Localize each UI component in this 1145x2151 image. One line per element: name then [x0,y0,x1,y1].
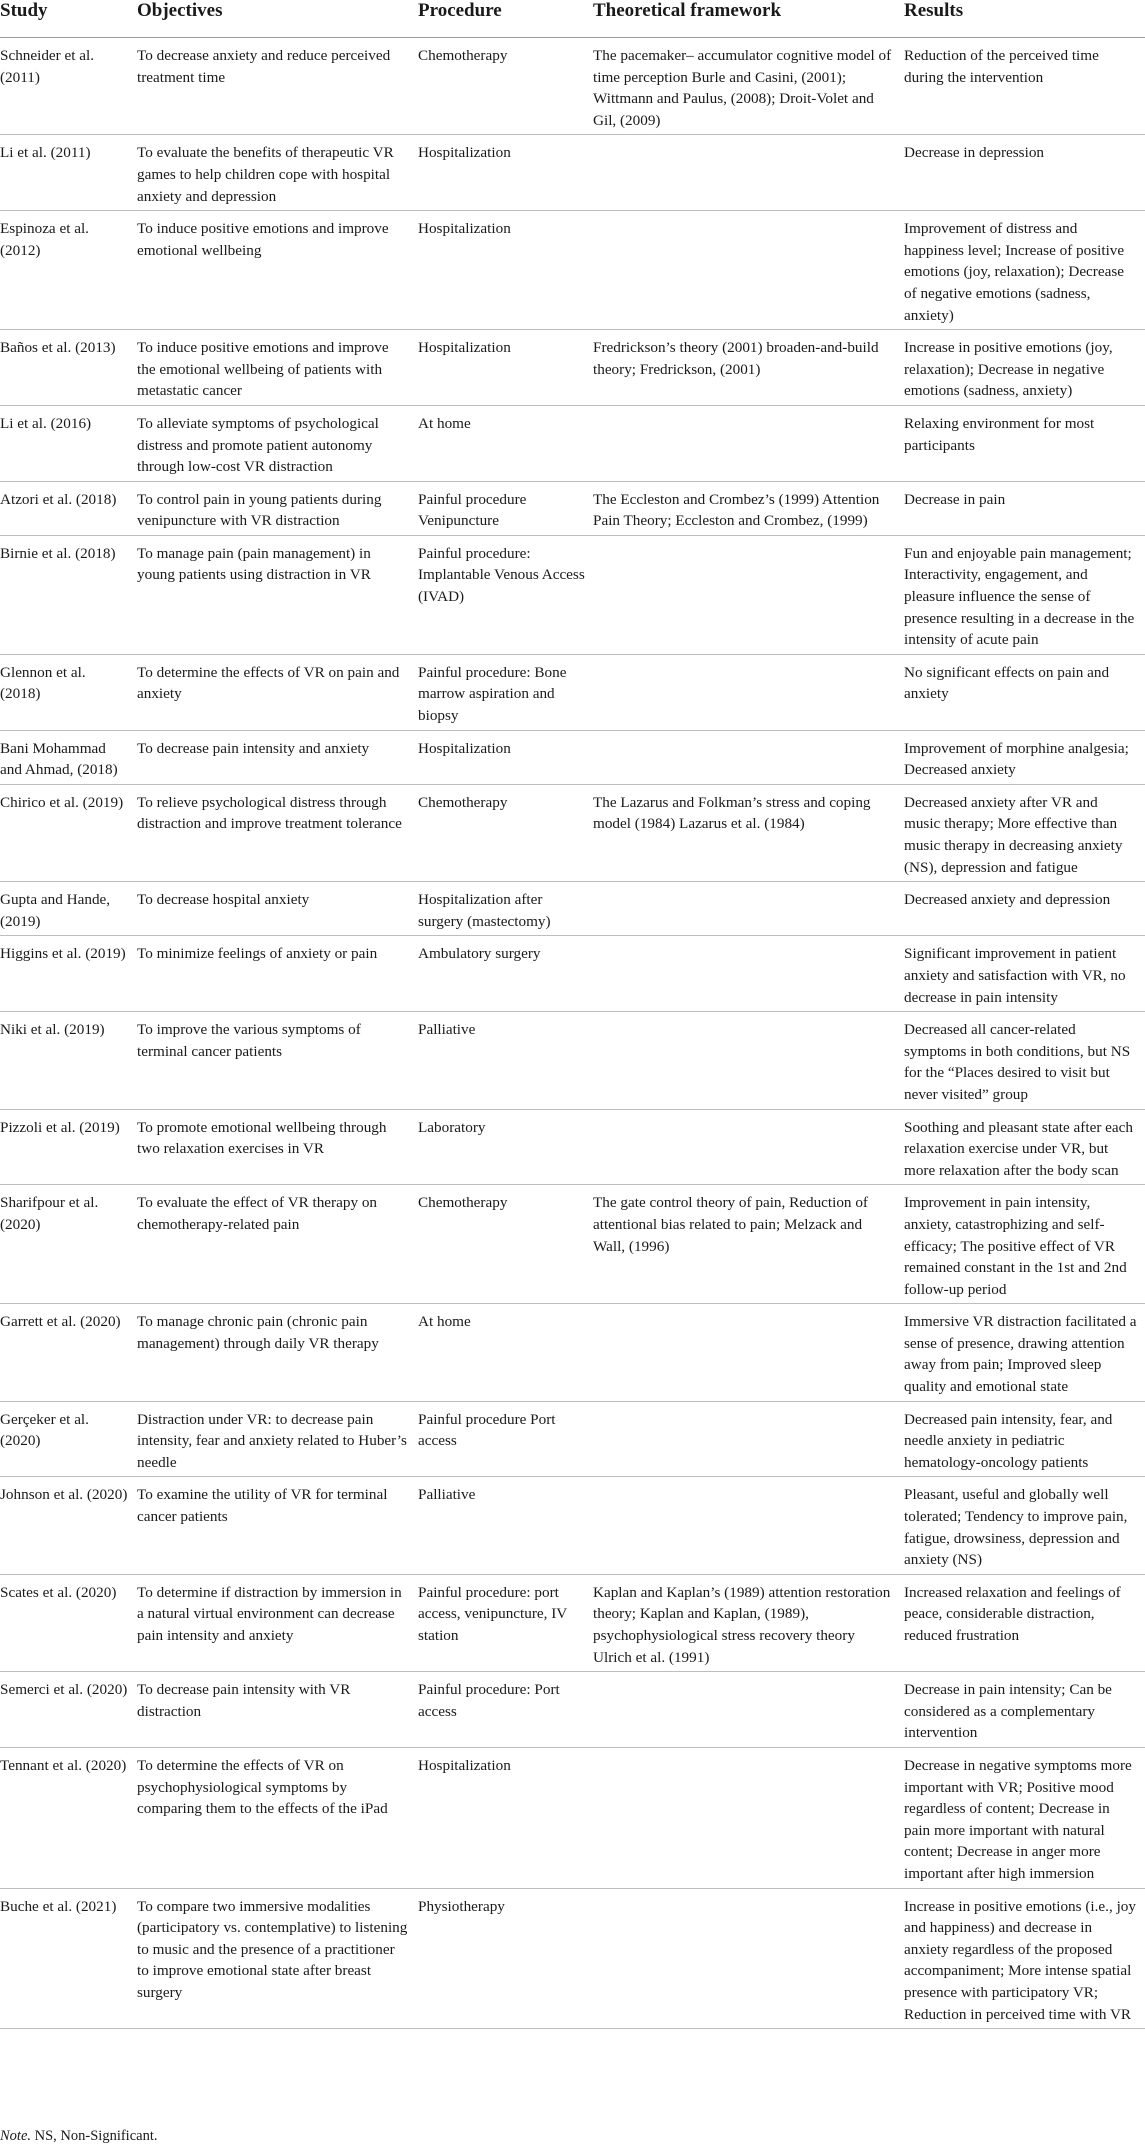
table-row [0,1747,1145,1888]
cell-procedure: Chemotherapy [418,784,593,881]
cell-results: Decreased anxiety and depression [904,882,1145,936]
table-row [0,1574,1145,1671]
table-row [0,405,1145,481]
cell-study: Semerci et al. (2020) [0,1672,137,1748]
cell-procedure: Painful procedure: Implantable Venous Access (IVAD) [418,535,593,654]
cell-objectives: To decrease anxiety and reduce perceived treatment time [137,38,418,135]
header-theoretical-framework: Theoretical framework [593,0,904,38]
cell-theoretical-framework [593,654,904,730]
cell-theoretical-framework [593,1747,904,1888]
cell-objectives: To compare two immersive modalities (participatory vs. contemplative) to listening to music and the presence of a practitioner to improve emotional state after breast surgery [137,1888,418,2029]
cell-results: Increased relaxation and feelings of peace, considerable distraction, reduced frustration [904,1574,1145,1671]
cell-theoretical-framework [593,1888,904,2029]
cell-results: Increase in positive emotions (i.e., joy and happiness) and decrease in anxiety regardless of the proposed accompaniment; More intense spatial presence with participatory VR; Reduction in perceived time with VR [904,1888,1145,2029]
cell-study: Li et al. (2016) [0,405,137,481]
table-row [0,654,1145,730]
table-row [0,1888,1145,2029]
table-row [0,1185,1145,1304]
cell-procedure: Chemotherapy [418,38,593,135]
cell-results: Decrease in pain intensity; Can be considered as a complementary intervention [904,1672,1145,1748]
cell-procedure: Hospitalization [418,1747,593,1888]
cell-objectives: To decrease pain intensity and anxiety [137,730,418,784]
header-study: Study [0,0,137,38]
cell-objectives: To manage pain (pain management) in young patients using distraction in VR [137,535,418,654]
table-row [0,535,1145,654]
cell-procedure: Physiotherapy [418,1888,593,2029]
cell-study: Tennant et al. (2020) [0,1747,137,1888]
cell-results: Increase in positive emotions (joy, relaxation); Decrease in negative emotions (sadness, anxiety) [904,330,1145,406]
cell-theoretical-framework [593,1401,904,1477]
table-row [0,936,1145,1012]
header-results: Results [904,0,1145,38]
table-row [0,784,1145,881]
table-row [0,38,1145,135]
cell-results: Immersive VR distraction facilitated a sense of presence, drawing attention away from pain; Improved sleep quality and emotional state [904,1304,1145,1401]
cell-results: Decreased anxiety after VR and music therapy; More effective than music therapy in decreasing anxiety (NS), depression and fatigue [904,784,1145,881]
table-row [0,1477,1145,1574]
cell-objectives: To manage chronic pain (chronic pain management) through daily VR therapy [137,1304,418,1401]
cell-study: Bani Mohammad and Ahmad, (2018) [0,730,137,784]
header-procedure: Procedure [418,0,593,38]
cell-results: Decrease in depression [904,135,1145,211]
cell-procedure: Palliative [418,1477,593,1574]
cell-procedure: Hospitalization after surgery (mastectomy) [418,882,593,936]
table-header-row [0,0,1145,38]
table-row [0,1401,1145,1477]
cell-objectives: To induce positive emotions and improve emotional wellbeing [137,211,418,330]
cell-study: Johnson et al. (2020) [0,1477,137,1574]
cell-results: Decrease in negative symptoms more important with VR; Positive mood regardless of content; Decrease in pain more important with natural content; Decrease in anger more important after high immersion [904,1747,1145,1888]
cell-theoretical-framework [593,936,904,1012]
cell-theoretical-framework: Fredrickson’s theory (2001) broaden-and-build theory; Fredrickson, (2001) [593,330,904,406]
cell-objectives: To relieve psychological distress through distraction and improve treatment tolerance [137,784,418,881]
cell-objectives: To induce positive emotions and improve the emotional wellbeing of patients with metastatic cancer [137,330,418,406]
cell-objectives: To control pain in young patients during venipuncture with VR distraction [137,481,418,535]
cell-results: No significant effects on pain and anxiety [904,654,1145,730]
table-body [0,38,1145,2029]
cell-theoretical-framework [593,1012,904,1109]
cell-study: Buche et al. (2021) [0,1888,137,2029]
cell-results: Relaxing environment for most participants [904,405,1145,481]
cell-study: Garrett et al. (2020) [0,1304,137,1401]
cell-results: Soothing and pleasant state after each relaxation exercise under VR, but more relaxation after the body scan [904,1109,1145,1185]
cell-results: Decreased all cancer-related symptoms in both conditions, but NS for the “Places desired to visit but never visited” group [904,1012,1145,1109]
cell-study: Birnie et al. (2018) [0,535,137,654]
cell-procedure: Laboratory [418,1109,593,1185]
cell-objectives: To minimize feelings of anxiety or pain [137,936,418,1012]
cell-theoretical-framework [593,535,904,654]
cell-results: Significant improvement in patient anxiety and satisfaction with VR, no decrease in pain intensity [904,936,1145,1012]
cell-procedure: Hospitalization [418,135,593,211]
cell-study: Scates et al. (2020) [0,1574,137,1671]
cell-theoretical-framework: The pacemaker– accumulator cognitive model of time perception Burle and Casini, (2001); Wittmann and Paulus, (2008); Droit-Volet and Gil, (2009) [593,38,904,135]
cell-objectives: To determine if distraction by immersion in a natural virtual environment can decrease pain intensity and anxiety [137,1574,418,1671]
cell-procedure: Chemotherapy [418,1185,593,1304]
cell-procedure: Painful procedure: Port access [418,1672,593,1748]
cell-theoretical-framework [593,1477,904,1574]
cell-results: Fun and enjoyable pain management; Interactivity, engagement, and pleasure influence the sense of presence resulting in a decrease in the intensity of acute pain [904,535,1145,654]
cell-study: Sharifpour et al. (2020) [0,1185,137,1304]
cell-results: Improvement of morphine analgesia; Decreased anxiety [904,730,1145,784]
cell-study: Gerçeker et al. (2020) [0,1401,137,1477]
cell-theoretical-framework [593,882,904,936]
cell-procedure: At home [418,1304,593,1401]
cell-study: Higgins et al. (2019) [0,936,137,1012]
cell-procedure: Painful procedure: Bone marrow aspiration and biopsy [418,654,593,730]
cell-theoretical-framework: Kaplan and Kaplan’s (1989) attention restoration theory; Kaplan and Kaplan, (1989), psychophysiological stress recovery theory Ulrich et al. (1991) [593,1574,904,1671]
table-row [0,1304,1145,1401]
cell-study: Glennon et al. (2018) [0,654,137,730]
note-label: Note. [0,2128,32,2144]
cell-theoretical-framework [593,1304,904,1401]
cell-objectives: To determine the effects of VR on pain and anxiety [137,654,418,730]
cell-objectives: To decrease pain intensity with VR distraction [137,1672,418,1748]
table-row [0,481,1145,535]
table-row [0,882,1145,936]
cell-theoretical-framework [593,730,904,784]
cell-objectives: To improve the various symptoms of terminal cancer patients [137,1012,418,1109]
cell-study: Pizzoli et al. (2019) [0,1109,137,1185]
cell-results: Decrease in pain [904,481,1145,535]
table-row [0,135,1145,211]
cell-procedure: Hospitalization [418,730,593,784]
cell-objectives: To promote emotional wellbeing through two relaxation exercises in VR [137,1109,418,1185]
cell-theoretical-framework: The gate control theory of pain, Reduction of attentional bias related to pain; Melzack and Wall, (1996) [593,1185,904,1304]
table-row [0,730,1145,784]
cell-results: Improvement in pain intensity, anxiety, catastrophizing and self-efficacy; The positive effect of VR remained constant in the 1st and 2nd follow-up period [904,1185,1145,1304]
cell-study: Baños et al. (2013) [0,330,137,406]
cell-theoretical-framework: The Lazarus and Folkman’s stress and coping model (1984) Lazarus et al. (1984) [593,784,904,881]
cell-theoretical-framework [593,211,904,330]
cell-study: Chirico et al. (2019) [0,784,137,881]
cell-objectives: To evaluate the benefits of therapeutic VR games to help children cope with hospital anxiety and depression [137,135,418,211]
table-row [0,211,1145,330]
cell-objectives: To examine the utility of VR for terminal cancer patients [137,1477,418,1574]
cell-study: Li et al. (2011) [0,135,137,211]
header-objectives: Objectives [137,0,418,38]
cell-procedure: Hospitalization [418,211,593,330]
cell-study: Niki et al. (2019) [0,1012,137,1109]
cell-study: Schneider et al. (2011) [0,38,137,135]
cell-results: Reduction of the perceived time during the intervention [904,38,1145,135]
note-text: NS, Non-Significant. [34,2128,158,2144]
cell-procedure: At home [418,405,593,481]
cell-procedure: Painful procedure Port access [418,1401,593,1477]
cell-procedure: Hospitalization [418,330,593,406]
table-note [0,2126,157,2146]
cell-procedure: Painful procedure Venipuncture [418,481,593,535]
table-row [0,330,1145,406]
cell-procedure: Ambulatory surgery [418,936,593,1012]
table-row [0,1672,1145,1748]
cell-objectives: Distraction under VR: to decrease pain intensity, fear and anxiety related to Huber’s needle [137,1401,418,1477]
cell-results: Improvement of distress and happiness level; Increase of positive emotions (joy, relaxation); Decrease of negative emotions (sadness, anxiety) [904,211,1145,330]
cell-theoretical-framework [593,135,904,211]
cell-procedure: Palliative [418,1012,593,1109]
cell-results: Pleasant, useful and globally well tolerated; Tendency to improve pain, fatigue, drowsiness, depression and anxiety (NS) [904,1477,1145,1574]
cell-objectives: To determine the effects of VR on psychophysiological symptoms by comparing them to the effects of the iPad [137,1747,418,1888]
cell-study: Atzori et al. (2018) [0,481,137,535]
cell-theoretical-framework: The Eccleston and Crombez’s (1999) Attention Pain Theory; Eccleston and Crombez, (1999) [593,481,904,535]
cell-objectives: To evaluate the effect of VR therapy on chemotherapy-related pain [137,1185,418,1304]
cell-theoretical-framework [593,1672,904,1748]
cell-procedure: Painful procedure: port access, venipuncture, IV station [418,1574,593,1671]
cell-objectives: To alleviate symptoms of psychological distress and promote patient autonomy through low-cost VR distraction [137,405,418,481]
table-row [0,1012,1145,1109]
cell-study: Gupta and Hande, (2019) [0,882,137,936]
cell-theoretical-framework [593,405,904,481]
cell-objectives: To decrease hospital anxiety [137,882,418,936]
cell-study: Espinoza et al. (2012) [0,211,137,330]
table-row [0,1109,1145,1185]
cell-theoretical-framework [593,1109,904,1185]
cell-results: Decreased pain intensity, fear, and needle anxiety in pediatric hematology-oncology patients [904,1401,1145,1477]
